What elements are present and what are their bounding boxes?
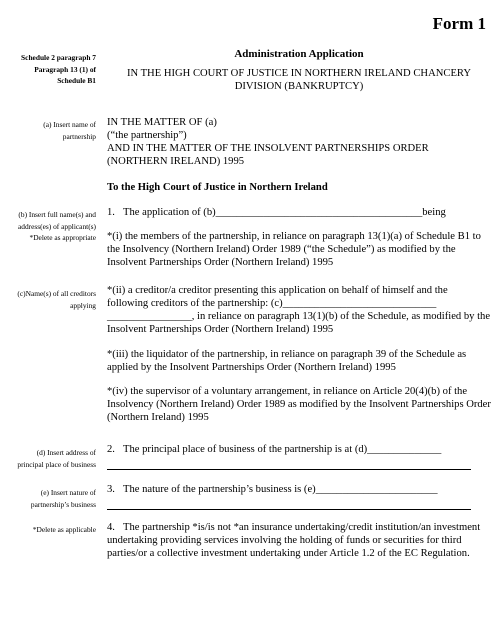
form-label: Form 1	[432, 14, 486, 33]
side-note-line: (a) Insert name of	[43, 120, 96, 129]
option-text: , in reliance on paragraph 13(1)(b) of the Schedule, as modified by the Insolvent Partnerships Order (Northern Ireland) 1995	[107, 311, 491, 335]
paragraph-1	[107, 206, 491, 219]
applicant-blank[interactable]: _______________________________________	[215, 207, 423, 218]
paragraph-text: The principal place of business of the partnership is at (d)	[123, 444, 368, 455]
side-note-line: *Delete as applicable	[32, 525, 96, 534]
side-note-line: Paragraph 13 (1) of	[34, 64, 96, 74]
side-note-line: *Delete as appropriate	[29, 233, 96, 242]
side-note-line: address(es) of applicant(s)	[18, 221, 96, 231]
paragraph-number: 1.	[107, 207, 115, 218]
creditors-blank-continued[interactable]: ________________	[107, 311, 192, 322]
matter-line: (NORTHERN IRELAND) 1995	[107, 156, 245, 167]
option-i: *(i) the members of the partnership, in reliance on paragraph 13(1)(a) of Schedule B1 to the Insolvency (Northern Ireland) Order 1989 (“the Schedule”) as modified by the Insolvent Partnerships Order (Northern Ireland) 1995	[107, 231, 481, 268]
option-iv: *(iv) the supervisor of a voluntary arrangement, in reliance on Article 20(4)(b) of the Insolvency (Northern Ireland) Order 1989 as modified by the Insolvent Partnerships Order (Northern Ireland) 1995	[107, 386, 491, 423]
side-note-line: (e) Insert nature of	[40, 488, 96, 497]
option-ii	[107, 284, 491, 336]
side-note-line: Schedule B1	[57, 76, 96, 85]
paragraph-text: The application of (b)	[123, 207, 216, 218]
side-note-e	[0, 487, 96, 510]
matter-block	[107, 116, 491, 168]
paragraph-3	[107, 483, 491, 510]
side-note-line: (d) Insert address of	[36, 448, 96, 457]
paragraph-text: being	[422, 207, 446, 218]
side-note-line: partnership’s business	[30, 499, 96, 509]
side-note-line: principal place of business	[17, 459, 96, 469]
side-note-line: (c)Name(s) of all creditors	[17, 289, 96, 298]
nature-blank[interactable]: _______________________	[315, 484, 438, 495]
paragraph-number: 3.	[107, 484, 115, 495]
side-note-b	[0, 209, 96, 244]
side-note-a	[0, 119, 96, 142]
side-note-line: partnership	[62, 131, 96, 141]
nature-blank-line[interactable]	[107, 496, 471, 510]
side-note-c	[0, 288, 96, 311]
address-blank[interactable]: ______________	[367, 444, 442, 455]
side-note-line: Schedule 2 paragraph 7	[21, 53, 96, 62]
creditors-blank[interactable]: _____________________________	[282, 298, 437, 309]
addressee: To the High Court of Justice in Northern Ireland	[107, 182, 328, 193]
paragraph-2	[107, 443, 491, 470]
paragraph-number: 2.	[107, 444, 115, 455]
side-note-delete	[0, 524, 96, 536]
matter-line: (“the partnership”)	[107, 130, 187, 141]
option-iii: *(iii) the liquidator of the partnership, in reliance on paragraph 39 of the Schedule as applied by the Insolvent Partnerships Order (Northern Ireland) 1995	[107, 349, 467, 373]
option-text: *(ii) a creditor/a creditor presenting this application on behalf of himself and the following creditors of the partnership: (c)	[107, 285, 448, 309]
paragraph-text: The partnership *is/is not *an insurance undertaking/credit institution/an investment undertaking providing services involving the holding of funds or securities for third parties/or a collective investment undertaking under Article 1.2 of the EC Regulation.	[107, 522, 481, 559]
court-heading: IN THE HIGH COURT OF JUSTICE IN NORTHERN IRELAND CHANCERY DIVISION (BANKRUPTCY)	[126, 68, 472, 92]
side-note-line: applying	[70, 300, 96, 310]
matter-line: AND IN THE MATTER OF THE INSOLVENT PARTNERSHIPS ORDER	[107, 143, 429, 154]
matter-line: IN THE MATTER OF (a)	[107, 117, 217, 128]
side-note-d	[0, 447, 96, 470]
side-note-schedule	[0, 52, 96, 87]
side-note-line: (b) Insert full name(s) and	[18, 210, 96, 219]
paragraph-4	[107, 521, 491, 560]
paragraph-text: The nature of the partnership’s business is (e)	[123, 484, 316, 495]
address-blank-line[interactable]	[107, 456, 471, 470]
document-title: Administration Application	[234, 48, 364, 60]
paragraph-number: 4.	[107, 522, 115, 533]
